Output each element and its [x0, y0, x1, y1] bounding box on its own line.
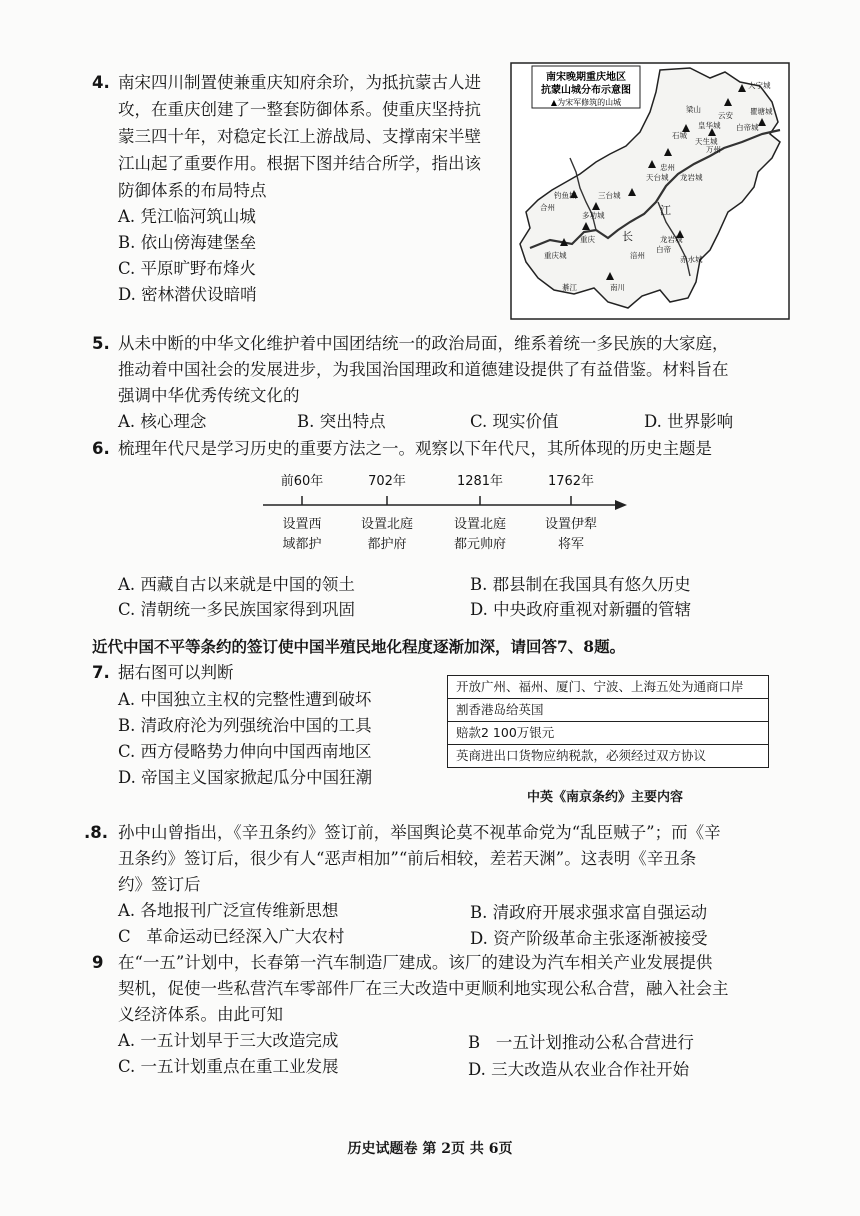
map-label-tiantai: 天台城: [646, 173, 669, 182]
q7-option-c[interactable]: [118, 739, 372, 765]
q4-stem-line-1: 南宋四川制置使兼重庆知府余玠，为抵抗蒙古人进: [118, 73, 481, 92]
option-text: 西藏自古以来就是中国的领土: [140, 575, 355, 594]
option-letter: D.: [470, 929, 488, 948]
map-label-dashi: 大宁城: [748, 81, 771, 90]
q9-option-b[interactable]: [468, 1030, 694, 1056]
q8-option-a[interactable]: [118, 898, 338, 924]
intro-7-8: 近代中国不平等条约的签订使中国半殖民地化程度逐渐加深，请回答7、8题。: [92, 637, 626, 656]
q4-stem-line-4: 江山起了重要作用。根据下图并结合所学，指出该: [118, 154, 481, 173]
chongqing-map: [510, 62, 790, 320]
map-label-nanchuan: 南川: [610, 283, 625, 292]
timeline-year-3: 1281年: [456, 474, 504, 489]
map-label-yunan: 云安: [718, 111, 733, 120]
option-letter: B.: [118, 233, 136, 252]
option-text: 郡县制在我国具有悠久历史: [492, 575, 691, 594]
option-text: 中国独立主权的完整性遭到破坏: [140, 690, 372, 709]
map-label-wanzhou: 万州: [706, 145, 721, 154]
q9-option-a[interactable]: [118, 1028, 338, 1054]
option-text: 平原旷野布烽火: [140, 259, 257, 278]
timeline-event-4-line-1: 设置伊犁: [544, 517, 598, 532]
option-letter: C: [118, 927, 131, 946]
map-label-shicheng: 石城: [672, 131, 687, 140]
q9-stem-line-3: 义经济体系。由此可知: [118, 1005, 283, 1024]
map-label-duogong: 多功城: [582, 211, 605, 220]
option-text: 清政府开展求强求富自强运动: [492, 903, 708, 922]
map-label-baidi: 白帝城: [736, 123, 759, 132]
option-letter: D.: [118, 768, 136, 787]
map-label-diaoyu: 钓鱼城: [554, 191, 577, 200]
q4-option-b[interactable]: [118, 230, 256, 256]
option-text: 密林潜伏设暗哨: [141, 285, 257, 304]
q9-option-c[interactable]: [118, 1054, 339, 1080]
option-letter: D.: [644, 412, 662, 431]
option-letter: C.: [470, 412, 488, 431]
map-label-fuzhou: 涪州: [630, 251, 645, 260]
q5-number: 5.: [92, 334, 110, 353]
timeline-event-3-line-2: 都元帅府: [453, 537, 507, 552]
map-label-huanghua: 皇华城: [698, 121, 721, 130]
q7-stem: 据右图可以判断: [118, 663, 234, 682]
option-text: 一五计划重点在重工业发展: [140, 1057, 339, 1076]
q8-stem-line-1: 孙中山曾指出，《辛丑条约》签订前，举国舆论莫不视革命党为“乱臣贼子”；而《辛: [118, 823, 721, 842]
q9-stem-line-2: 契机，促使一些私营汽车零部件厂在三大改造中更顺利地实现公私合营，融入社会主: [118, 979, 729, 998]
timeline-year-2: 702年: [368, 474, 406, 489]
q8-option-c[interactable]: [118, 924, 344, 950]
option-text: 中央政府重视对新疆的管辖: [493, 600, 692, 619]
map-label-santai: 三台城: [598, 191, 621, 200]
q9-stem-line-1: 在“一五”计划中，长春第一汽车制造厂建成。该厂的建设为汽车相关产业发展提供: [118, 953, 713, 972]
option-text: 清朝统一多民族国家得到巩固: [140, 600, 356, 619]
q5-stem-line-2: 推动着中国社会的发展进步，为我国治国理政和道德建设提供了有益借鉴。材料旨在: [118, 360, 729, 379]
map-label-qutang: 瞿塘城: [750, 107, 773, 116]
option-text: 现实价值: [492, 412, 559, 431]
option-text: 革命运动已经深入广大农村: [146, 927, 345, 946]
q6-option-b[interactable]: [470, 572, 691, 598]
q4-number: 4.: [92, 73, 110, 92]
treaty-item-3: 赔款2 100万银元: [447, 721, 769, 745]
timeline-event-3-line-1: 设置北庭: [453, 517, 507, 532]
timeline-event-1-line-1: 设置西: [282, 517, 322, 532]
map-label-jiang: 江: [660, 204, 671, 217]
map-title-1: 南宋晚期重庆地区: [546, 72, 626, 83]
treaty-item-2: 割香港岛给英国: [447, 698, 769, 722]
q8-stem-line-3: 约》签订后: [118, 875, 201, 894]
q5-stem-line-1: 从未中断的中华文化维护着中国团结统一的政治局面，维系着统一多民族的大家庭，: [118, 334, 729, 353]
map-label-longyan-2: 龙岩城: [660, 235, 683, 244]
q5-option-a[interactable]: [118, 409, 206, 435]
map-label-liangshan: 梁山: [686, 105, 701, 114]
option-text: 清政府沦为列强统治中国的工具: [140, 716, 372, 735]
q8-number: .8.: [84, 823, 109, 842]
option-letter: D.: [470, 600, 488, 619]
option-letter: B.: [470, 575, 488, 594]
option-text: 核心理念: [140, 412, 207, 431]
timeline: [255, 465, 635, 555]
q8-option-d[interactable]: [470, 926, 708, 952]
option-letter: B.: [470, 903, 488, 922]
map-label-chang: 长: [622, 230, 633, 243]
option-letter: C.: [118, 259, 136, 278]
option-text: 一五计划早于三大改造完成: [140, 1031, 339, 1050]
q4-stem-line-2: 攻，在重庆创建了一整套防御体系。使重庆坚持抗: [118, 100, 481, 119]
q6-stem: 梳理年代尺是学习历史的重要方法之一。观察以下年代尺，其所体现的历史主题是: [118, 439, 712, 458]
q7-number: 7.: [92, 663, 110, 682]
q6-option-d[interactable]: [470, 597, 691, 623]
q6-option-c[interactable]: [118, 597, 355, 623]
option-letter: C.: [118, 742, 136, 761]
q4-option-a[interactable]: [118, 204, 256, 230]
q5-stem-line-3: 强调中华优秀传统文化的: [118, 386, 300, 405]
option-letter: A.: [118, 575, 136, 594]
q9-number: 9: [92, 953, 104, 972]
option-letter: B.: [118, 716, 136, 735]
option-letter: A.: [118, 901, 136, 920]
treaty-item-4: 英商进出口货物应纳税款，必须经过双方协议: [447, 744, 769, 768]
timeline-year-4: 1762年: [547, 474, 595, 489]
q7-option-a[interactable]: [118, 687, 371, 713]
q8-stem-line-2: 丑条约》签订后，很少有人“恶声相加”“前后相较，差若天渊”。这表明《辛丑条: [118, 849, 697, 868]
option-text: 资产阶级革命主张逐渐被接受: [493, 929, 708, 948]
timeline-year-1: 前60年: [280, 474, 324, 489]
option-letter: C.: [118, 600, 136, 619]
option-letter: A.: [118, 690, 136, 709]
map-label-chongqingcheng: 重庆城: [544, 251, 567, 260]
q7-option-d[interactable]: [118, 765, 372, 791]
option-text: 帝国主义国家掀起瓜分中国狂潮: [141, 768, 373, 787]
option-text: 依山傍海建堡垒: [140, 233, 257, 252]
option-letter: D.: [118, 285, 136, 304]
timeline-event-4-line-2: 将军: [557, 537, 585, 552]
treaty-item-1: 开放广州、福州、厦门、宁波、上海五处为通商口岸: [447, 675, 769, 699]
q5-option-d[interactable]: [644, 409, 733, 435]
q5-option-b[interactable]: [297, 409, 386, 435]
option-letter: A.: [118, 207, 136, 226]
option-text: 各地报刊广泛宣传维新思想: [140, 901, 339, 920]
map-label-qijiang: 綦江: [562, 283, 577, 292]
option-text: 世界影响: [667, 412, 734, 431]
timeline-event-2-line-2: 都护府: [367, 537, 407, 552]
map-label-tiansheng: 天生城: [695, 137, 718, 146]
map-label-baidi-2: 白帝: [656, 245, 671, 254]
option-text: 突出特点: [319, 412, 386, 431]
q4-option-c[interactable]: [118, 256, 256, 282]
option-text: 西方侵略势力伸向中国西南地区: [140, 742, 372, 761]
option-text: 一五计划推动公私合营进行: [495, 1033, 694, 1052]
map-label-chongqing: 重庆: [580, 235, 595, 244]
option-letter: D.: [468, 1060, 486, 1079]
option-text: 三大改造从农业合作社开始: [491, 1060, 690, 1079]
q7-option-b[interactable]: [118, 713, 372, 739]
map-label-chishui: 赤水城: [680, 255, 703, 264]
page-footer: 历史试题卷 第 2页 共 6页: [347, 1141, 513, 1157]
option-letter: B.: [297, 412, 315, 431]
map-label-zhongzhou: 忠州: [660, 163, 675, 172]
option-text: 凭江临河筑山城: [140, 207, 256, 226]
map-label-longyan: 龙岩城: [680, 173, 703, 182]
q6-number: 6.: [92, 439, 110, 458]
q8-option-b[interactable]: [470, 900, 707, 926]
q9-option-d[interactable]: [468, 1057, 689, 1083]
q5-option-c[interactable]: [470, 409, 559, 435]
timeline-event-2-line-1: 设置北庭: [360, 517, 414, 532]
map-legend: ▲为宋军修筑的山城: [550, 98, 622, 107]
option-letter: B: [468, 1033, 481, 1052]
q4-stem-line-5: 防御体系的布局特点: [118, 181, 267, 200]
map-title-2: 抗蒙山城分布示意图: [541, 85, 631, 96]
q4-stem-line-3: 蒙三四十年，对稳定长江上游战局、支撑南宋半壁: [118, 127, 481, 146]
treaty-caption: 中英《南京条约》主要内容: [527, 790, 684, 805]
q4-option-d[interactable]: [118, 282, 257, 308]
option-letter: C.: [118, 1057, 136, 1076]
option-letter: A.: [118, 1031, 136, 1050]
map-label-hezhou: 合州: [540, 203, 555, 212]
q6-option-a[interactable]: [118, 572, 355, 598]
option-letter: A.: [118, 412, 136, 431]
timeline-event-1-line-2: 域都护: [282, 537, 322, 552]
